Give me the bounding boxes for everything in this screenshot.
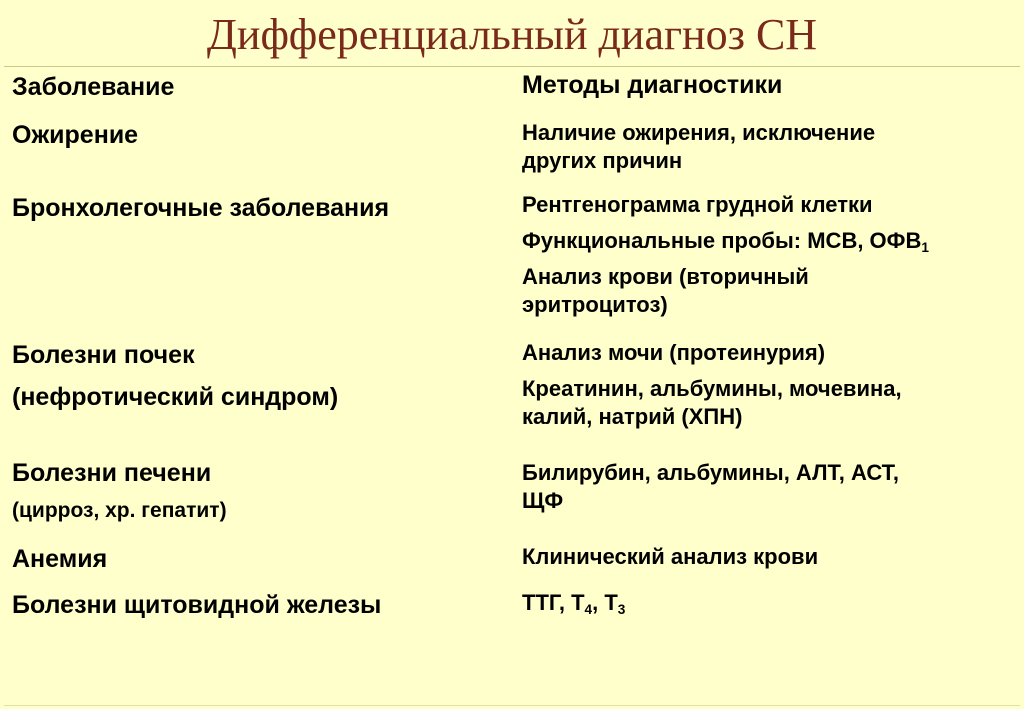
- row-disease: Анемия: [12, 545, 108, 573]
- row-method: других причин: [522, 148, 683, 173]
- header-methods: Методы диагностики: [522, 71, 783, 99]
- row-disease: Болезни щитовидной железы: [12, 591, 382, 619]
- row-method: Креатинин, альбумины, мочевина,: [522, 376, 902, 401]
- row-method: эритроцитоз): [522, 292, 668, 317]
- diagnosis-table: [4, 66, 1020, 706]
- row-disease: Болезни почек: [12, 341, 195, 369]
- row-method: Клинический анализ крови: [522, 544, 819, 569]
- page-title: Дифференциальный диагноз СН: [206, 10, 818, 59]
- subscript: 4: [584, 602, 593, 618]
- row-method-text: , Т: [592, 590, 618, 615]
- header-disease: Заболевание: [12, 73, 175, 101]
- row-disease: Ожирение: [12, 121, 139, 149]
- subscript: 1: [921, 240, 929, 256]
- row-method: Рентгенограмма грудной клетки: [522, 192, 873, 217]
- row-method: [522, 227, 929, 255]
- row-method: Анализ мочи (протеинурия): [522, 340, 826, 365]
- row-method: калий, натрий (ХПН): [522, 404, 743, 429]
- row-method-text: Функциональные пробы: МСВ, ОФВ: [522, 228, 922, 253]
- row-disease-detail: (нефротический синдром): [12, 383, 339, 411]
- row-method: ЩФ: [522, 488, 564, 513]
- subscript: 3: [617, 602, 626, 618]
- row-disease: Бронхолегочные заболевания: [12, 194, 390, 222]
- row-method: Билирубин, альбумины, АЛТ, АСТ,: [522, 460, 900, 485]
- row-disease-detail: (цирроз, хр. гепатит): [12, 499, 227, 522]
- row-method: Анализ крови (вторичный: [522, 264, 809, 289]
- row-method: Наличие ожирения, исключение: [522, 120, 876, 145]
- row-method: [522, 589, 625, 617]
- row-method-text: ТТГ, Т: [522, 590, 585, 615]
- row-disease: Болезни печени: [12, 459, 212, 487]
